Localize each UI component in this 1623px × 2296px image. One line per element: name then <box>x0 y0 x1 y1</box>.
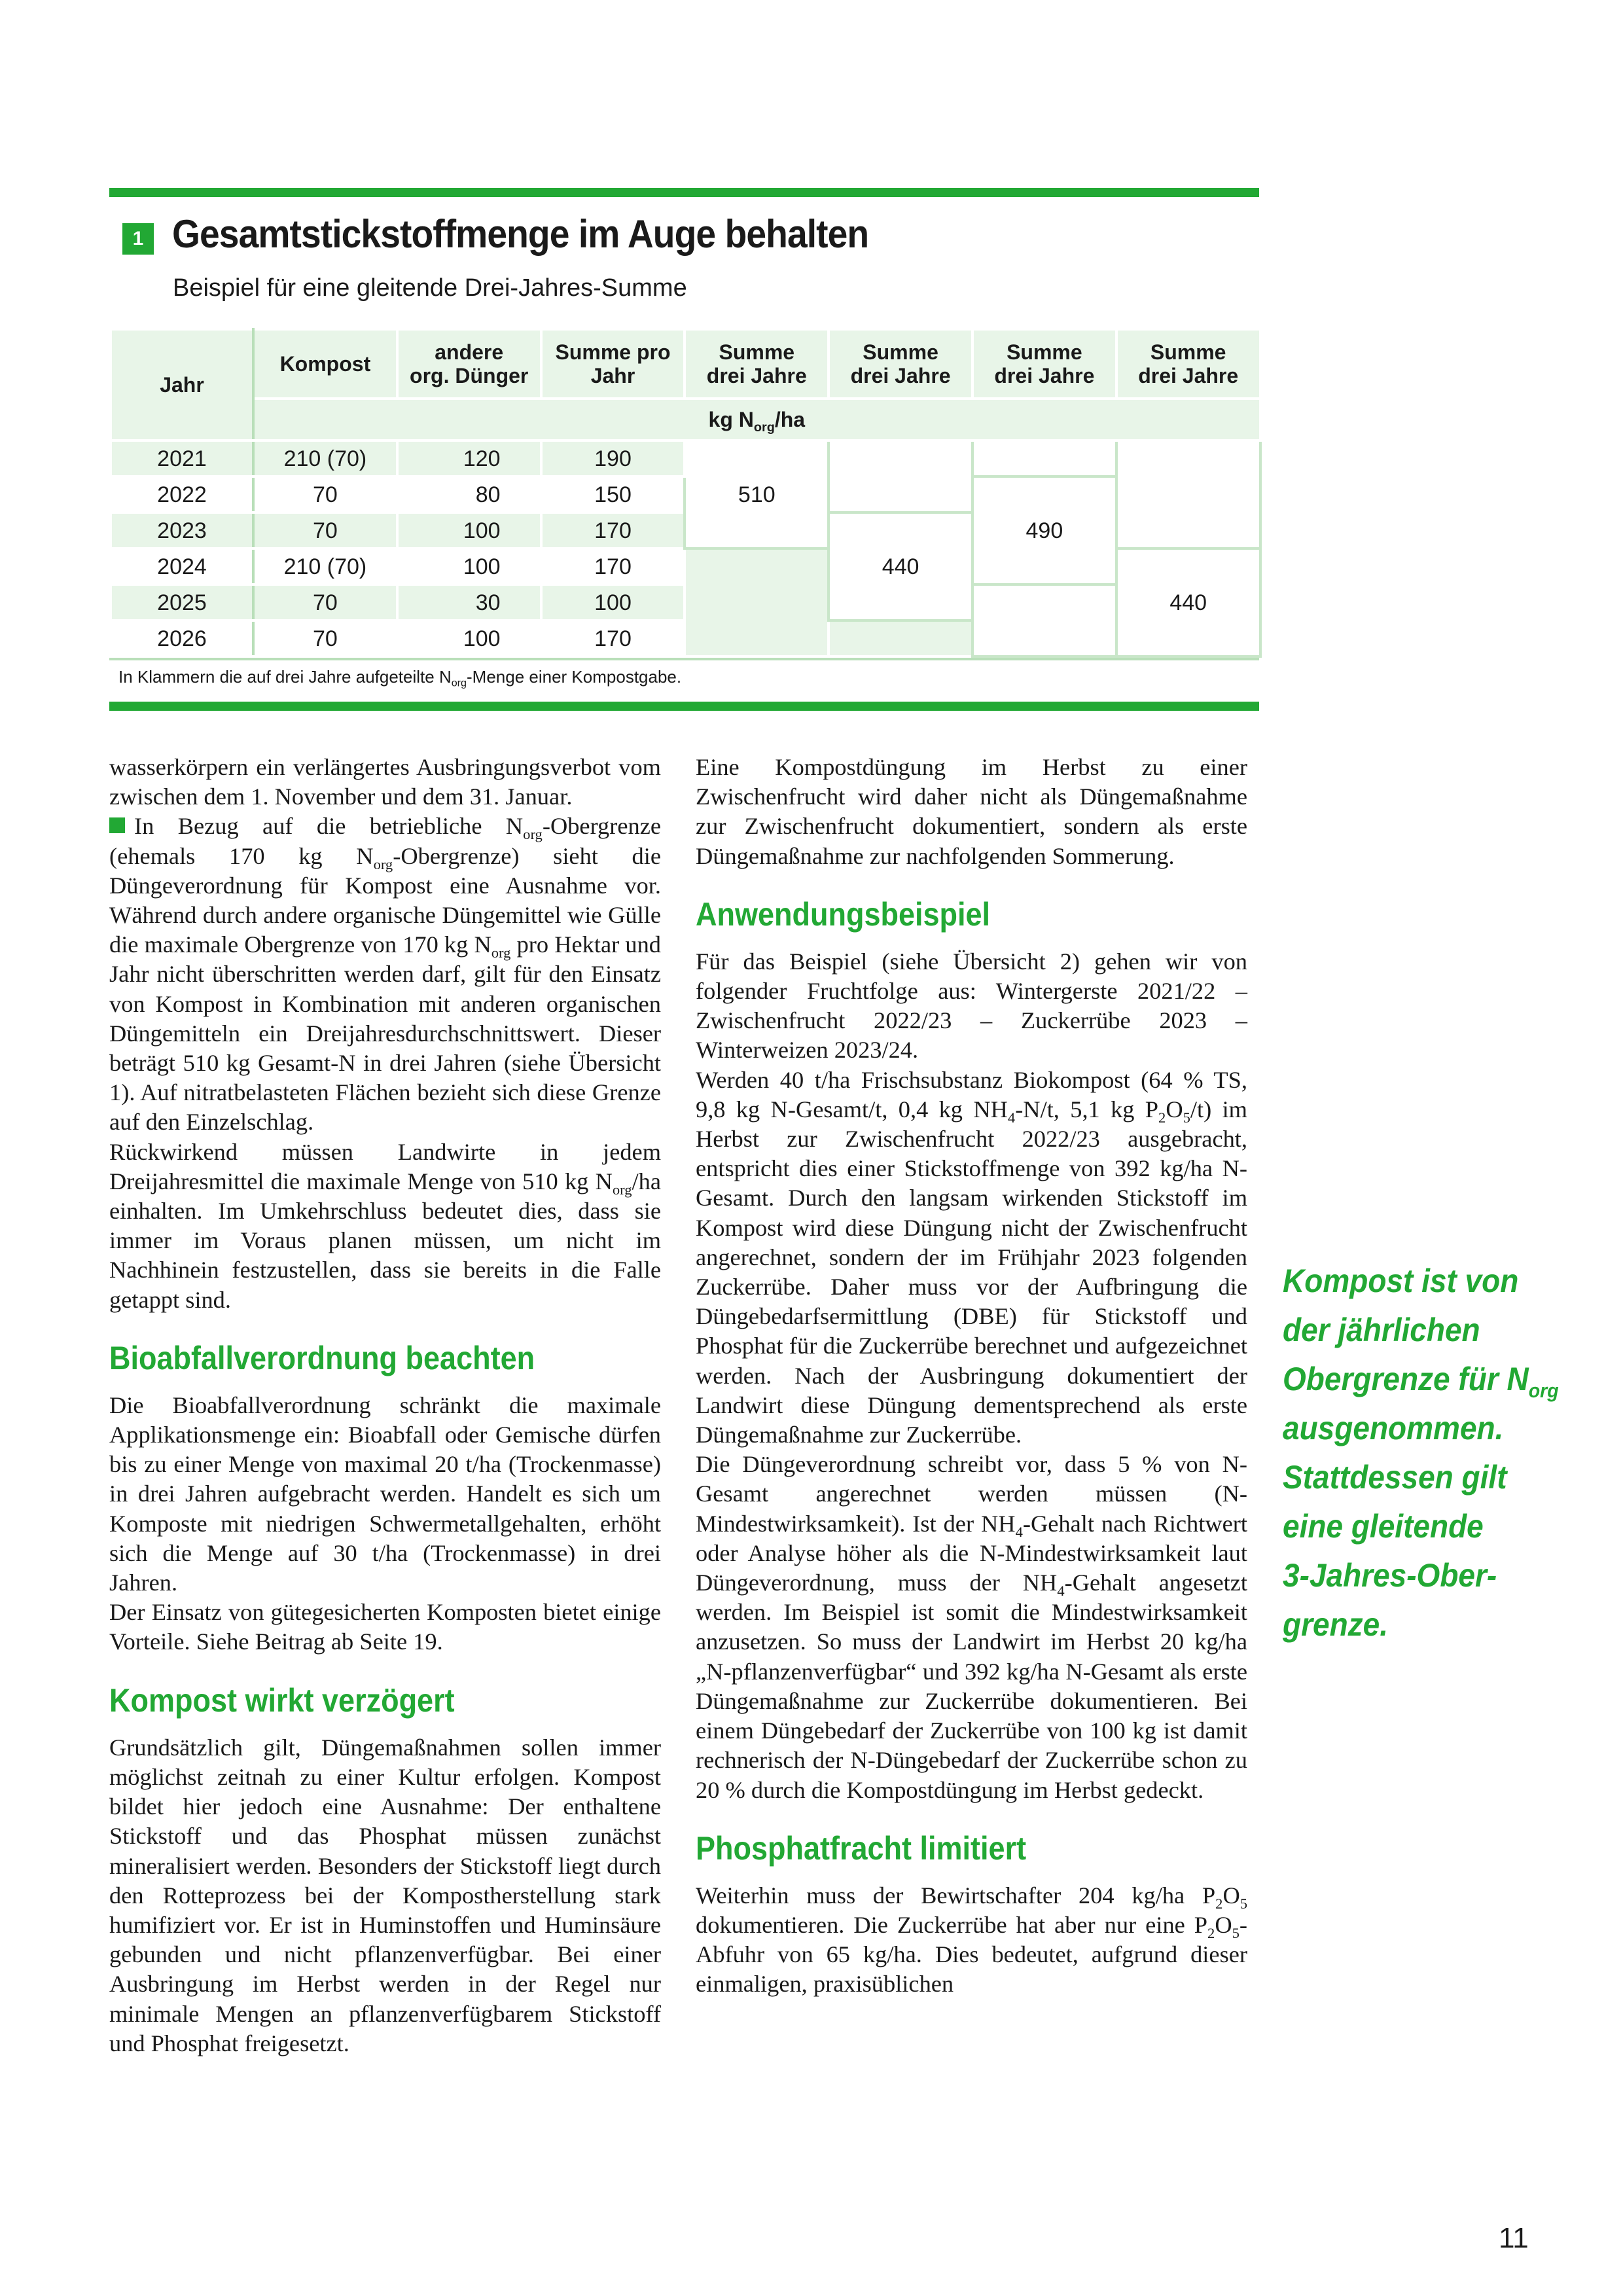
box-title: Gesamtstickstoffmenge im Auge behalten <box>172 212 869 256</box>
cell-andere: 30 <box>397 584 541 620</box>
header-summe-drei-jahre-4: Summe drei Jahre <box>1116 329 1260 399</box>
cell-sum-2022-2024: 440 <box>829 512 972 620</box>
pull-quote-line: Kompost ist von <box>1283 1263 1519 1299</box>
nitrogen-table <box>109 328 1262 658</box>
paragraph: Werden 40 t/ha Frischsubstanz Biokompost (64 % TS, 9,8 kg N-Gesamt/t, 0,4 kg $NH_4-N/t$, 5,1 kg $P_2O_5/t$) im Herbst zur Zwischenfrucht 2022/23 ausgebracht, entspricht dies einer Stickstoffmenge von 392 kg/ha N-Gesamt. Durch den langsam wirkenden Stickstoff im Kompost wird diese Düngung nicht der Zwischenfrucht angerechnet, sondern der im Frühjahr 2023 folgenden Zuckerrübe. Daher muss vor der Aufbringung die Düngebedarfsermittlung (DBE) für Stickstoff und Phosphat für die Zuckerrübe berechnet und aufgezeichnet werden. Nach der Ausbringung dokumentiert der Landwirt diese Düngung dementsprechend als erste Düngemaßnahme zur Zuckerrübe. <box>696 1066 1247 1448</box>
cell-blank <box>829 440 972 512</box>
cell-kompost: 210 (70) <box>253 440 397 476</box>
cell-andere: 80 <box>397 476 541 512</box>
header-summe-drei-jahre-1: Summe drei Jahre <box>685 329 829 399</box>
section-heading: Bioabfallverordnung beachten <box>109 1339 535 1376</box>
paragraph: Die Bioabfallverordnung schränkt die maximale Applikationsmenge ein: Bioabfall oder Gemische dürfen bis zu einer Menge von maximal 20 t/ha (Trockenmasse) in drei Jahren aufgebracht werden. Handelt es sich um Komposte mit niedrigen Schwermetallgehalten, erhöht sich die Menge auf 30 t/ha (Trockenmasse) in drei Jahren. <box>109 1391 661 1596</box>
cell-andere: 100 <box>397 512 541 548</box>
cell-sum-2021-2023: 510 <box>685 440 829 548</box>
paragraph: Weiterhin muss der Bewirtschafter 204 kg/ha $P_2O_5$ dokumentieren. Die Zuckerrübe hat aber nur eine $P_2O_5$-Abfuhr von 65 kg/ha. Dies bedeutet, aufgrund dieser einmaligen, praxisüblichen <box>696 1882 1247 1998</box>
cell-kompost: 70 <box>253 584 397 620</box>
pull-quote-line: 3-Jahres-Ober- <box>1283 1557 1497 1594</box>
pull-quote-line: Obergrenze für $N_{org}$ <box>1283 1361 1559 1402</box>
box-subtitle: Beispiel für eine gleitende Drei-Jahres-Summe <box>173 274 687 302</box>
cell-andere: 100 <box>397 620 541 656</box>
cell-year: 2022 <box>111 476 253 512</box>
text-column-middle <box>696 753 1247 2000</box>
pull-quote-line: der jährlichen <box>1283 1312 1480 1348</box>
overview-box <box>109 188 1259 711</box>
cell-sum-2023-2025: 490 <box>972 476 1116 584</box>
cell-year: 2023 <box>111 512 253 548</box>
cell-blank <box>972 440 1116 476</box>
header-jahr: Jahr <box>111 329 253 440</box>
cell-year: 2025 <box>111 584 253 620</box>
cell-sum-2024-2026: 440 <box>1116 548 1260 656</box>
paragraph: Eine Kompostdüngung im Herbst zu einer Zwischenfrucht wird daher nicht als Düngemaßnahme zur Zwischenfrucht dokumentiert, sondern als erste Düngemaßnahme zur nachfolgenden Sommerung. <box>696 754 1247 869</box>
paragraph: Für das Beispiel (siehe Übersicht 2) gehen wir von folgender Fruchtfolge aus: Wintergerste 2021/22 – Zwischenfrucht 2022/23 – Zuckerrübe 2023 – Winterweizen 2023/24. <box>696 948 1247 1064</box>
paragraph: Rückwirkend müssen Landwirte in jedem Dreijahresmittel die maximale Menge von 510 kg $N_{org}/ha$ einhalten. Im Umkehrschluss bedeutet dies, dass sie immer im Voraus planen müssen, um nicht im Nachhinein festzustellen, dass sie bereits in die Falle getappt sind. <box>109 1138 661 1313</box>
cell-kompost: 70 <box>253 476 397 512</box>
box-number-badge: 1 <box>122 223 154 255</box>
cell-andere: 120 <box>397 440 541 476</box>
cell-blank <box>829 620 972 656</box>
paragraph: Grundsätzlich gilt, Düngemaßnahmen sollen immer möglichst zeitnah zu einer Kultur erfolgen. Kompost bildet hier jedoch eine Ausnahme: Der enthaltene Stickstoff und das Phosphat müssen zunächst mineralisiert werden. Besonders der Stickstoff liegt durch den Rotteprozess bei der Kompostherstellung stark humifiziert vor. Er ist in Huminstoffen und Huminsäure gebunden und nicht pflanzenverfügbar. Bei einer Ausbringung im Herbst werden in der Regel nur minimale Mengen an pflanzenverfügbarem Stickstoff und Phosphat freigesetzt. <box>109 1734 661 2056</box>
cell-summe: 170 <box>541 620 685 656</box>
square-bullet-icon <box>109 817 125 833</box>
paragraph: wasserkörpern ein verlängertes Ausbringungsverbot vom zwischen dem 1. November und dem 31. Januar. <box>109 754 661 810</box>
section-heading: Phosphatfracht limitiert <box>696 1829 1027 1867</box>
cell-kompost: 70 <box>253 620 397 656</box>
header-summe-drei-jahre-2: Summe drei Jahre <box>829 329 972 399</box>
cell-summe: 190 <box>541 440 685 476</box>
cell-kompost: 210 (70) <box>253 548 397 584</box>
box-header <box>109 197 1259 328</box>
header-summe-drei-jahre-3: Summe drei Jahre <box>972 329 1116 399</box>
pull-quote-line: eine gleitende <box>1283 1508 1484 1545</box>
unit-label: kg $N_{org}/ha$ <box>253 399 1260 440</box>
cell-summe: 170 <box>541 548 685 584</box>
page-number: 11 <box>1499 2222 1529 2254</box>
header-summe-pro-jahr: Summe pro Jahr <box>541 329 685 399</box>
cell-blank <box>685 548 829 656</box>
paragraph: Der Einsatz von gütegesicherten Komposten bietet einige Vorteile. Siehe Beitrag ab Seite 19. <box>109 1599 661 1655</box>
header-kompost: Kompost <box>253 329 397 399</box>
cell-kompost: 70 <box>253 512 397 548</box>
section-heading: Kompost wirkt verzögert <box>109 1681 455 1719</box>
table-footnote: In Klammern die auf drei Jahre aufgeteilte $N_{org}$-Menge einer Kompostgabe. <box>109 658 1259 702</box>
cell-summe: 150 <box>541 476 685 512</box>
cell-year: 2026 <box>111 620 253 656</box>
pull-quote <box>1283 1257 1565 1649</box>
cell-andere: 100 <box>397 548 541 584</box>
paragraph: In Bezug auf die betriebliche $N_{org}$-Obergrenze (ehemals 170 kg $N_{org}-Obergrenze$) sieht die Düngeverordnung für Kompost eine Ausnahme vor. Während durch andere organische Düngemittel wie Gülle die maximale Obergrenze von 170 kg $N_{org}$ pro Hektar und Jahr nicht überschritten werden darf, gilt für den Einsatz von Kompost in Kombination mit anderen organischen Düngemitteln ein Dreijahresdurchschnittswert. Dieser beträgt 510 kg Gesamt-N in drei Jahren (siehe Übersicht 1). Auf nitratbelasteten Flächen bezieht sich diese Grenze auf den Einzelschlag. <box>109 813 661 1136</box>
header-andere-duenger: andere org. Dünger <box>397 329 541 399</box>
cell-summe: 170 <box>541 512 685 548</box>
paragraph: Die Düngeverordnung schreibt vor, dass 5 % von N-Gesamt angerechnet werden müssen (N-Mindestwirksamkeit). Ist der $NH_4$-Gehalt nach Richtwert oder Analyse höher als die N-Mindestwirksamkeit laut Düngeverordnung, muss der $NH_4$-Gehalt angesetzt werden. Im Beispiel ist somit die Mindestwirksamkeit anzusetzen. So muss der Landwirt im Herbst 20 kg/ha „N-pflanzenverfügbar“ und 392 kg/ha N-Gesamt als erste Düngemaßnahme zur Zuckerrübe dokumentieren. Bei einem Düngebedarf der Zuckerrübe von 100 kg ist damit rechnerisch der N-Düngebedarf der Zuckerrübe schon zu 20 % durch die Kompostdüngung im Herbst gedeckt. <box>696 1451 1247 1803</box>
cell-blank <box>1116 440 1260 548</box>
cell-summe: 100 <box>541 584 685 620</box>
pull-quote-line: grenze. <box>1283 1606 1389 1643</box>
section-heading: Anwendungsbeispiel <box>696 895 991 933</box>
pull-quote-line: Stattdessen gilt <box>1283 1459 1507 1496</box>
cell-year: 2024 <box>111 548 253 584</box>
cell-year: 2021 <box>111 440 253 476</box>
text-column-left <box>109 753 661 2058</box>
table-row <box>111 440 1260 476</box>
pull-quote-line: ausgenommen. <box>1283 1410 1504 1446</box>
cell-blank <box>972 584 1116 656</box>
